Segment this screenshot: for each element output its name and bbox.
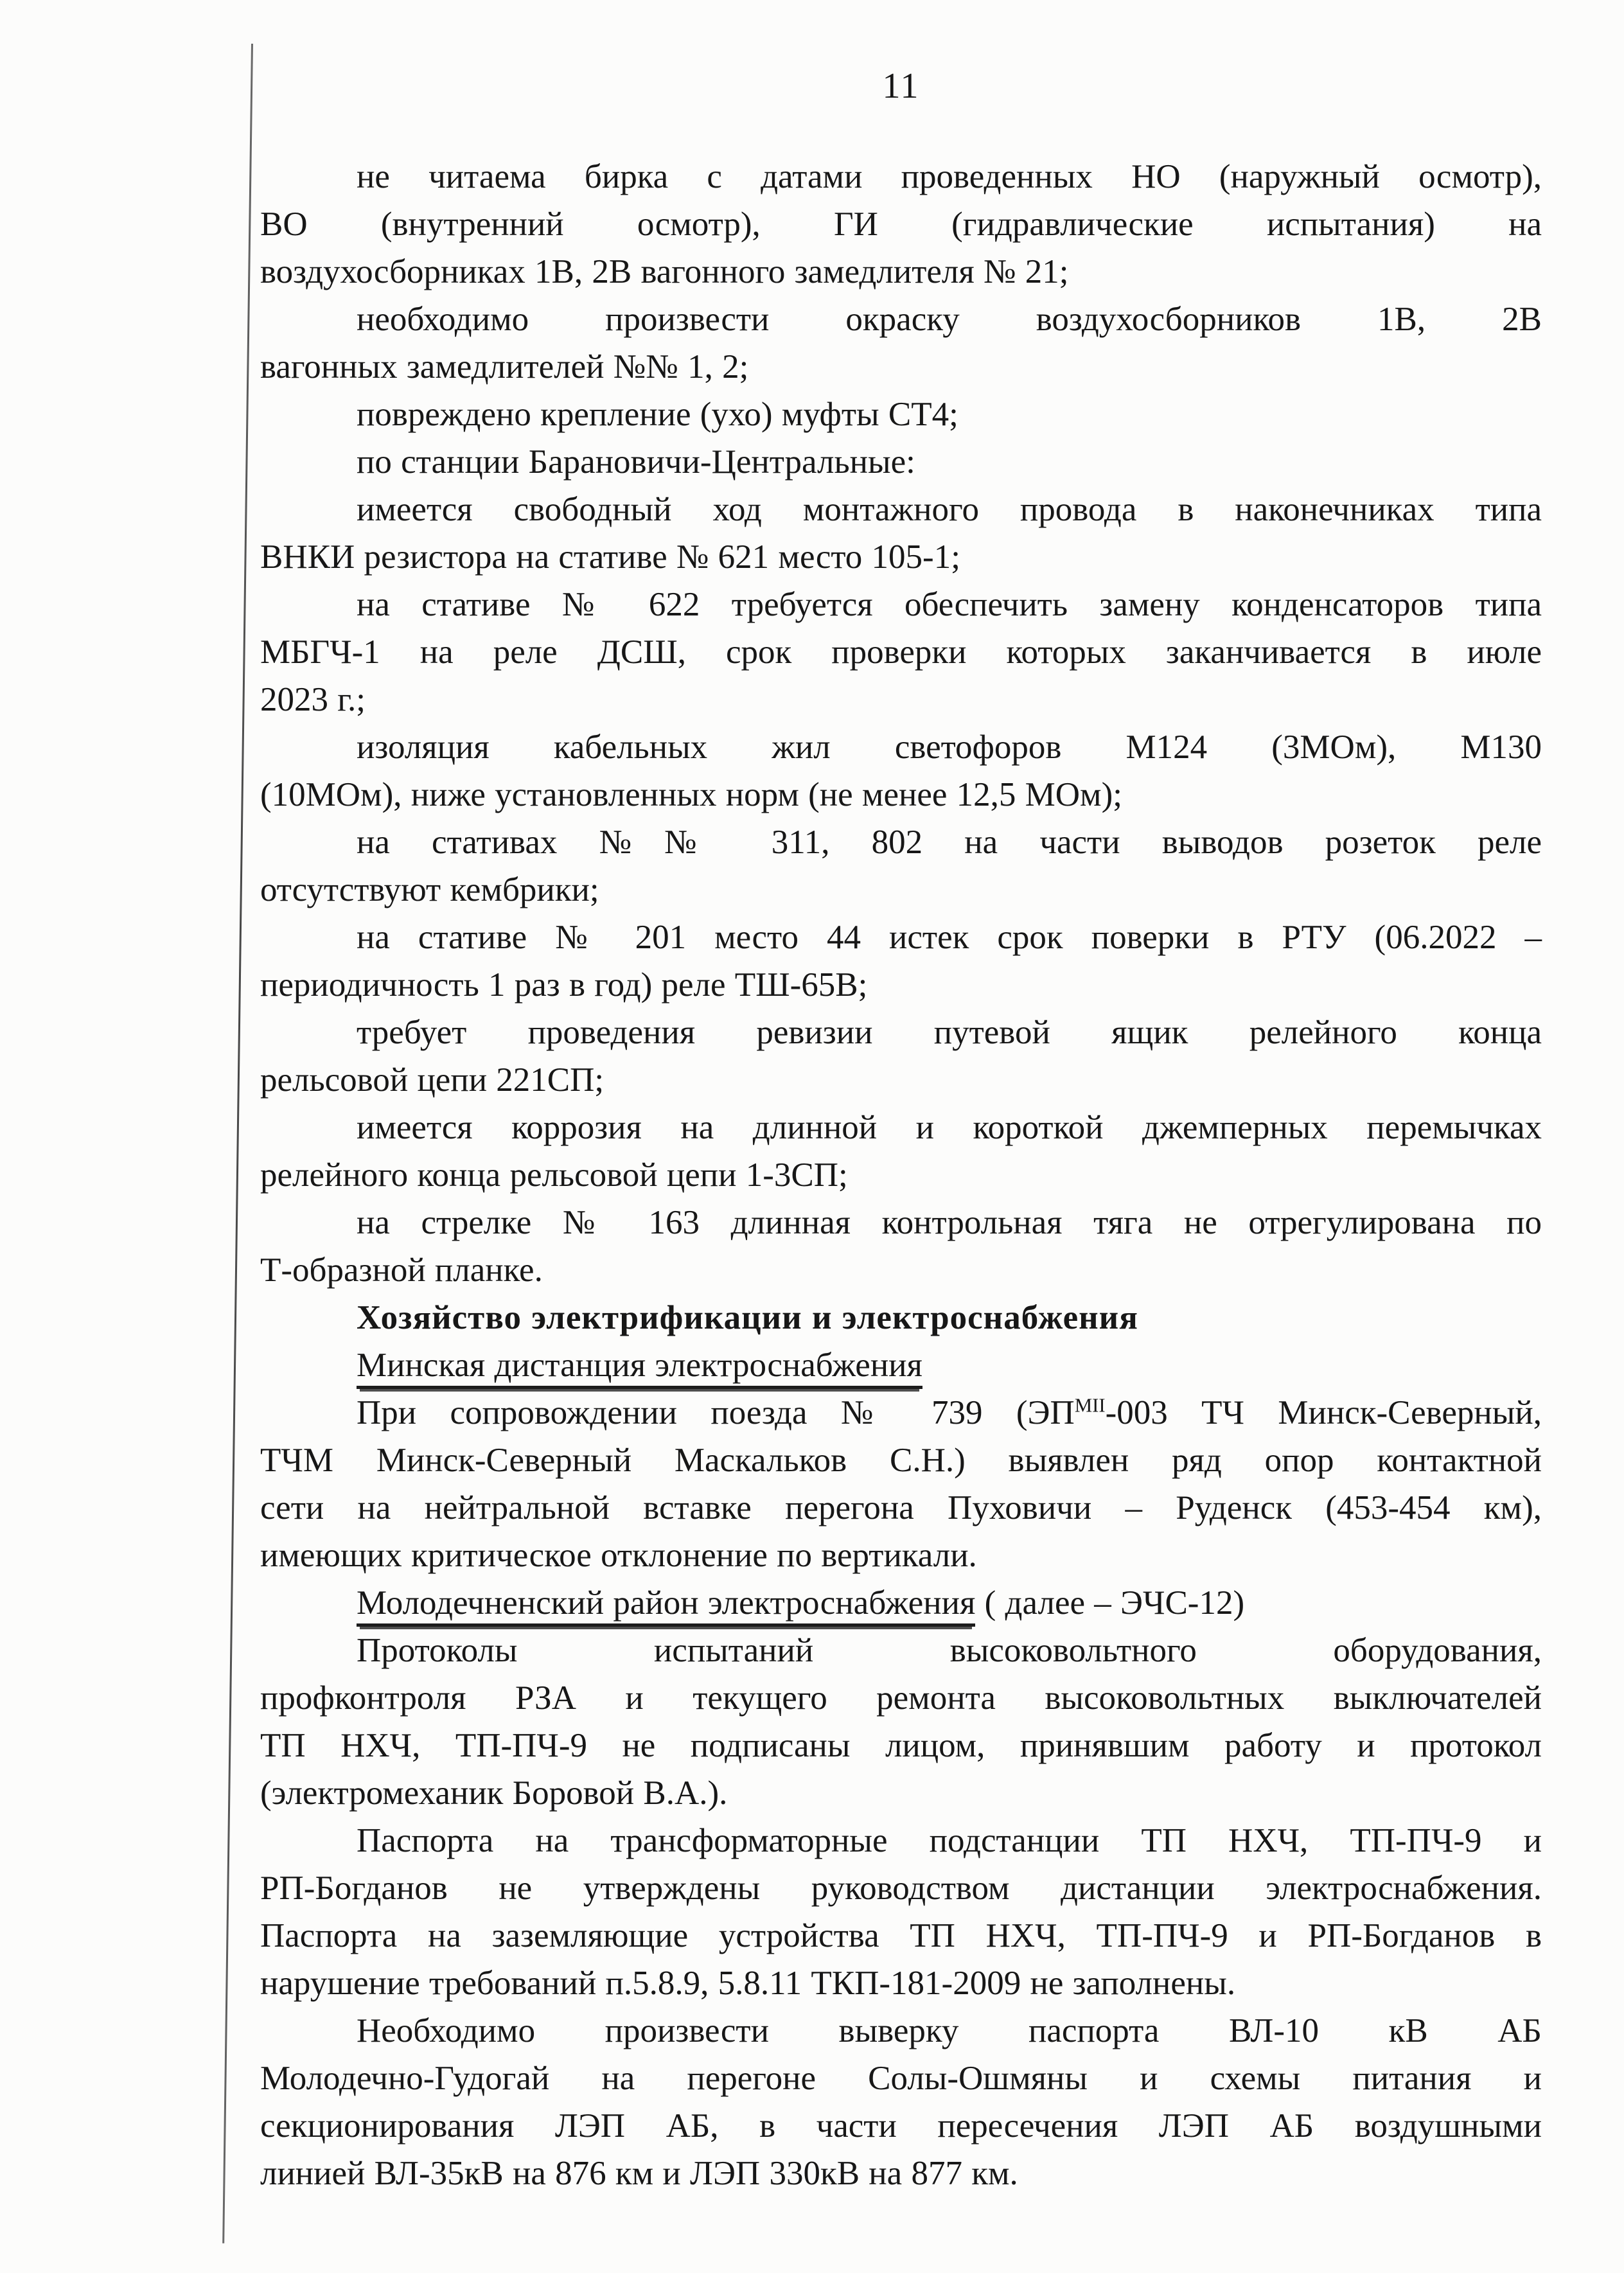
text-line xyxy=(260,1674,1542,1722)
text-line xyxy=(260,1817,1542,1864)
text-segment-bold: Хозяйство электрификации и электроснабжения xyxy=(357,1299,1138,1336)
text-segment-underline: Минская дистанция электроснабжения xyxy=(357,1347,922,1389)
text-line xyxy=(260,1579,1542,1627)
text-segment: на стативах №№ 311, 802 на части выводов розеток реле xyxy=(357,824,1542,861)
text-line xyxy=(260,961,1542,1009)
text-line xyxy=(260,581,1542,628)
text-segment: МБГЧ-1 на реле ДСШ, срок проверки которых заканчивается в июле xyxy=(260,633,1542,671)
text-line xyxy=(260,1199,1542,1246)
text-segment: -003 ТЧ Минск-Северный, xyxy=(1105,1394,1542,1431)
text-line xyxy=(260,1484,1542,1532)
text-line xyxy=(260,391,1542,438)
text-line xyxy=(260,914,1542,961)
text-segment: Паспорта на заземляющие устройства ТП НХЧ, ТП-ПЧ-9 и РП-Богданов в xyxy=(260,1917,1542,1954)
text-line xyxy=(260,676,1542,723)
text-segment: РП-Богданов не утверждены руководством дистанции электроснабжения. xyxy=(260,1870,1542,1907)
text-line xyxy=(260,2055,1542,2102)
text-segment-underline: Молодечненский район электроснабжения xyxy=(357,1584,975,1627)
text-segment: требует проведения ревизии путевой ящик релейного конца xyxy=(357,1014,1542,1051)
text-line xyxy=(260,1151,1542,1199)
text-segment: воздухосборниках 1В, 2В вагонного замедлителя № 21; xyxy=(260,253,1069,290)
text-segment: Необходимо произвести выверку паспорта ВЛ-10 кВ АБ xyxy=(357,2012,1542,2049)
text-segment-superscript: МII xyxy=(1074,1394,1106,1417)
text-line xyxy=(260,1864,1542,1912)
text-segment: ТП НХЧ, ТП-ПЧ-9 не подписаны лицом, принявшим работу и протокол xyxy=(260,1727,1542,1764)
text-segment: изоляция кабельных жил светофоров М124 (3МОм), М130 xyxy=(357,729,1542,766)
text-line xyxy=(260,1246,1542,1294)
text-segment: имеется свободный ход монтажного провода в наконечниках типа xyxy=(357,491,1542,528)
text-segment: Паспорта на трансформаторные подстанции ТП НХЧ, ТП-ПЧ-9 и xyxy=(357,1822,1542,1859)
text-segment: повреждено крепление (ухо) муфты СТ4; xyxy=(357,396,958,433)
text-segment: по станции Барановичи-Центральные: xyxy=(357,443,915,481)
text-segment: нарушение требований п.5.8.9, 5.8.11 ТКП-181-2009 не заполнены. xyxy=(260,1965,1236,2002)
text-line xyxy=(260,723,1542,771)
text-line xyxy=(260,200,1542,248)
text-segment: (10МОм), ниже установленных норм (не менее 12,5 МОм); xyxy=(260,776,1122,813)
text-line xyxy=(260,1389,1542,1437)
text-segment: отсутствуют кембрики; xyxy=(260,871,599,908)
text-line xyxy=(260,2007,1542,2055)
text-segment: ( далее – ЭЧС-12) xyxy=(975,1584,1245,1622)
text-line xyxy=(260,771,1542,818)
text-segment: имеется коррозия на длинной и короткой джемперных перемычках xyxy=(357,1109,1542,1146)
text-segment: релейного конца рельсовой цепи 1-3СП; xyxy=(260,1156,848,1194)
text-line xyxy=(260,1532,1542,1579)
text-line xyxy=(260,1769,1542,1817)
text-line xyxy=(260,1437,1542,1484)
text-segment: ВНКИ резистора на стативе № 621 место 105-1; xyxy=(260,538,960,576)
text-segment: вагонных замедлителей №№ 1, 2; xyxy=(260,348,749,385)
text-line xyxy=(260,1341,1542,1389)
text-segment: необходимо произвести окраску воздухосборников 1В, 2В xyxy=(357,301,1542,338)
text-line xyxy=(260,1959,1542,2007)
text-segment: Молодечно-Гудогай на перегоне Солы-Ошмяны и схемы питания и xyxy=(260,2060,1542,2097)
text-line xyxy=(260,438,1542,486)
page-number: 11 xyxy=(882,66,920,106)
text-line xyxy=(260,533,1542,581)
text-line xyxy=(260,1912,1542,1959)
text-line xyxy=(260,866,1542,914)
scan-artifact-line xyxy=(222,44,253,2243)
text-line xyxy=(260,1722,1542,1769)
text-line xyxy=(260,153,1542,200)
text-line xyxy=(260,1104,1542,1151)
text-segment: на стрелке № 163 длинная контрольная тяга не отрегулирована по xyxy=(357,1204,1542,1241)
text-line xyxy=(260,1009,1542,1056)
text-line xyxy=(260,248,1542,296)
text-line xyxy=(260,2102,1542,2150)
text-segment: на стативе № 622 требуется обеспечить замену конденсаторов типа xyxy=(357,586,1542,623)
text-line xyxy=(260,818,1542,866)
text-segment: периодичность 1 раз в год) реле ТШ-65В; xyxy=(260,966,868,1004)
text-segment: на стативе № 201 место 44 истек срок поверки в РТУ (06.2022 – xyxy=(357,919,1542,956)
text-block xyxy=(260,153,1542,2197)
text-segment: При сопровождении поезда № 739 (ЭП xyxy=(357,1394,1075,1431)
text-segment: 2023 г.; xyxy=(260,681,366,718)
text-segment: Т-образной планке. xyxy=(260,1251,543,1289)
text-line xyxy=(260,1627,1542,1674)
text-line xyxy=(260,343,1542,391)
text-line xyxy=(260,628,1542,676)
text-segment: секционирования ЛЭП АБ, в части пересечения ЛЭП АБ воздушными xyxy=(260,2107,1542,2145)
text-line xyxy=(260,1294,1542,1341)
text-segment: рельсовой цепи 221СП; xyxy=(260,1061,605,1099)
text-segment: (электромеханик Боровой В.А.). xyxy=(260,1774,728,1812)
text-segment: не читаема бирка с датами проведенных НО (наружный осмотр), xyxy=(357,158,1542,195)
text-segment: линией ВЛ-35кВ на 876 км и ЛЭП 330кВ на 877 км. xyxy=(260,2155,1018,2192)
text-segment: профконтроля РЗА и текущего ремонта высоковольтных выключателей xyxy=(260,1679,1542,1717)
text-line xyxy=(260,296,1542,343)
text-line xyxy=(260,486,1542,533)
text-segment: ТЧМ Минск-Северный Маскальков С.Н.) выявлен ряд опор контактной xyxy=(260,1442,1542,1479)
text-segment: Протоколы испытаний высоковольтного оборудования, xyxy=(357,1632,1542,1669)
text-segment: имеющих критическое отклонение по вертикали. xyxy=(260,1537,977,1574)
text-line xyxy=(260,2150,1542,2197)
text-segment: сети на нейтральной вставке перегона Пуховичи – Руденск (453-454 км), xyxy=(260,1489,1542,1526)
text-line xyxy=(260,1056,1542,1104)
text-segment: ВО (внутренний осмотр), ГИ (гидравлические испытания) на xyxy=(260,206,1542,243)
